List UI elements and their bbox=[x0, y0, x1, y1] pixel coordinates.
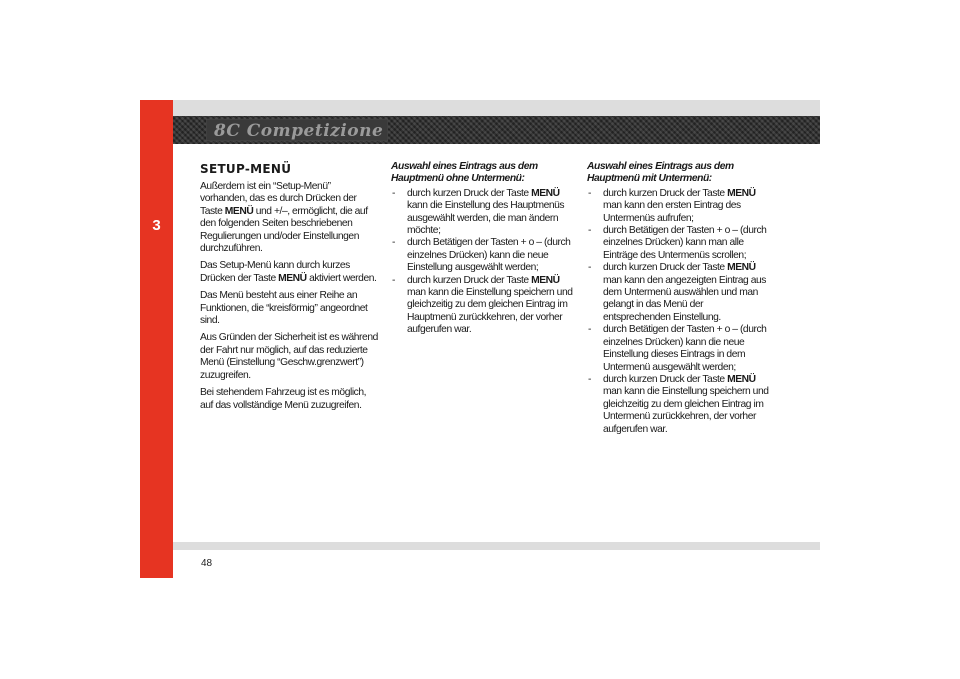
text-segment: aktiviert werden. bbox=[306, 272, 377, 284]
text-segment: durch Betätigen der Tasten + o – (durch einzelnes Drücken) kann die neue Einstellung dieses Eintrags in dem Untermenü ausgewählt werden; bbox=[603, 324, 767, 373]
logo-text: 8C Competizione bbox=[214, 121, 384, 141]
text-segment: durch kurzen Druck der Taste bbox=[603, 373, 728, 385]
intro-column bbox=[200, 161, 380, 417]
page-number: 48 bbox=[201, 558, 213, 569]
bullet-dash: - bbox=[392, 237, 395, 249]
bullet-dash: - bbox=[588, 373, 591, 385]
key-label: MENÜ bbox=[727, 187, 756, 199]
key-label: MENÜ bbox=[531, 274, 560, 286]
footer-rule bbox=[173, 542, 820, 550]
text-segment: durch Betätigen der Tasten + o – (durch einzelnes Drücken) kann man alle Einträge des Untermenüs scrollen; bbox=[603, 225, 767, 261]
text-segment: man kann den ersten Eintrag des Untermenüs aufrufen; bbox=[603, 200, 741, 224]
no-submenu-title: Auswahl eines Eintrags aus dem Hauptmenü ohne Untermenü: bbox=[391, 161, 538, 185]
paragraph bbox=[200, 332, 380, 382]
text-segment: durch kurzen Druck der Taste bbox=[603, 187, 728, 199]
chapter-number: 3 bbox=[152, 217, 161, 234]
list-item bbox=[391, 237, 577, 274]
intro-paragraphs bbox=[200, 181, 380, 412]
paragraph bbox=[200, 387, 380, 412]
bullet-dash: - bbox=[588, 262, 591, 274]
no-submenu-column bbox=[391, 161, 577, 337]
list-item bbox=[587, 262, 773, 324]
key-label: MENÜ bbox=[224, 205, 254, 217]
key-label: MENÜ bbox=[727, 262, 756, 274]
bullet-dash: - bbox=[588, 324, 591, 336]
key-label: MENÜ bbox=[531, 187, 560, 199]
bullet-dash: - bbox=[588, 225, 591, 237]
text-segment: man kann die Einstellung speichern und gleichzeitig zu dem gleichen Eintrag im Untermenü zurückkehren, der vorher aufgerufen war. bbox=[603, 386, 769, 435]
text-segment: Aus Gründen der Sicherheit ist es während der Fahrt nur möglich, auf das reduzierte Menü (Einstellung “Geschw.grenzwert”) zuzugreifen. bbox=[200, 332, 378, 381]
bullet-dash: - bbox=[588, 187, 591, 199]
text-segment: durch kurzen Druck der Taste bbox=[407, 187, 532, 199]
header-rule bbox=[173, 100, 820, 116]
text-segment: und +/–, ermöglicht, die auf den folgenden Seiten beschriebenen Regulierungen und/oder Einstellungen durchzuführen. bbox=[200, 205, 368, 255]
list-item bbox=[587, 324, 773, 374]
text-segment: durch kurzen Druck der Taste bbox=[407, 274, 532, 286]
paragraph bbox=[200, 181, 380, 255]
text-segment: Das Setup-Menü kann durch kurzes Drücken der Taste bbox=[200, 260, 350, 284]
key-label: MENÜ bbox=[278, 272, 307, 284]
text-segment: durch Betätigen der Tasten + o – (durch einzelnes Drücken) kann die neue Einstellung ausgewählt werden; bbox=[407, 237, 571, 274]
text-segment: Das Menü besteht aus einer Reihe an Funktionen, die “kreisförmig” angeordnet sind. bbox=[200, 290, 368, 327]
list-item bbox=[587, 188, 773, 225]
brand-logo bbox=[206, 117, 388, 143]
list-item bbox=[587, 374, 773, 436]
text-segment: Bei stehendem Fahrzeug ist es möglich, auf das vollständige Menü zuzugreifen. bbox=[200, 387, 367, 411]
key-label: MENÜ bbox=[727, 373, 756, 385]
no-submenu-steps bbox=[391, 188, 577, 337]
text-segment: Außerdem ist ein “Setup-Menü” vorhanden, das es durch Drücken der Taste bbox=[200, 181, 357, 217]
section-title: SETUP-MENÜ bbox=[200, 162, 292, 176]
list-item bbox=[587, 225, 773, 262]
text-segment: man kann den angezeigten Eintrag aus dem Untermenü auswählen und man gelangt in das Menü der entsprechenden Einstellung. bbox=[603, 274, 766, 323]
chapter-tab bbox=[140, 100, 173, 578]
bullet-dash: - bbox=[392, 187, 395, 199]
text-segment: durch kurzen Druck der Taste bbox=[603, 262, 728, 274]
list-item bbox=[391, 188, 577, 238]
submenu-steps bbox=[587, 188, 773, 436]
paragraph bbox=[200, 290, 380, 327]
text-segment: man kann die Einstellung speichern und gleichzeitig zu dem gleichen Eintrag im Hauptmenü zurückkehren, der vorher aufgerufen war. bbox=[407, 287, 573, 336]
paragraph bbox=[200, 260, 380, 285]
list-item bbox=[391, 275, 577, 337]
text-segment: kann die Einstellung des Hauptmenüs ausgewählt werden, die man ändern möchte; bbox=[407, 200, 565, 237]
submenu-title: Auswahl eines Eintrags aus dem Hauptmenü mit Untermenü: bbox=[587, 161, 734, 185]
bullet-dash: - bbox=[392, 274, 395, 286]
submenu-column bbox=[587, 161, 773, 436]
